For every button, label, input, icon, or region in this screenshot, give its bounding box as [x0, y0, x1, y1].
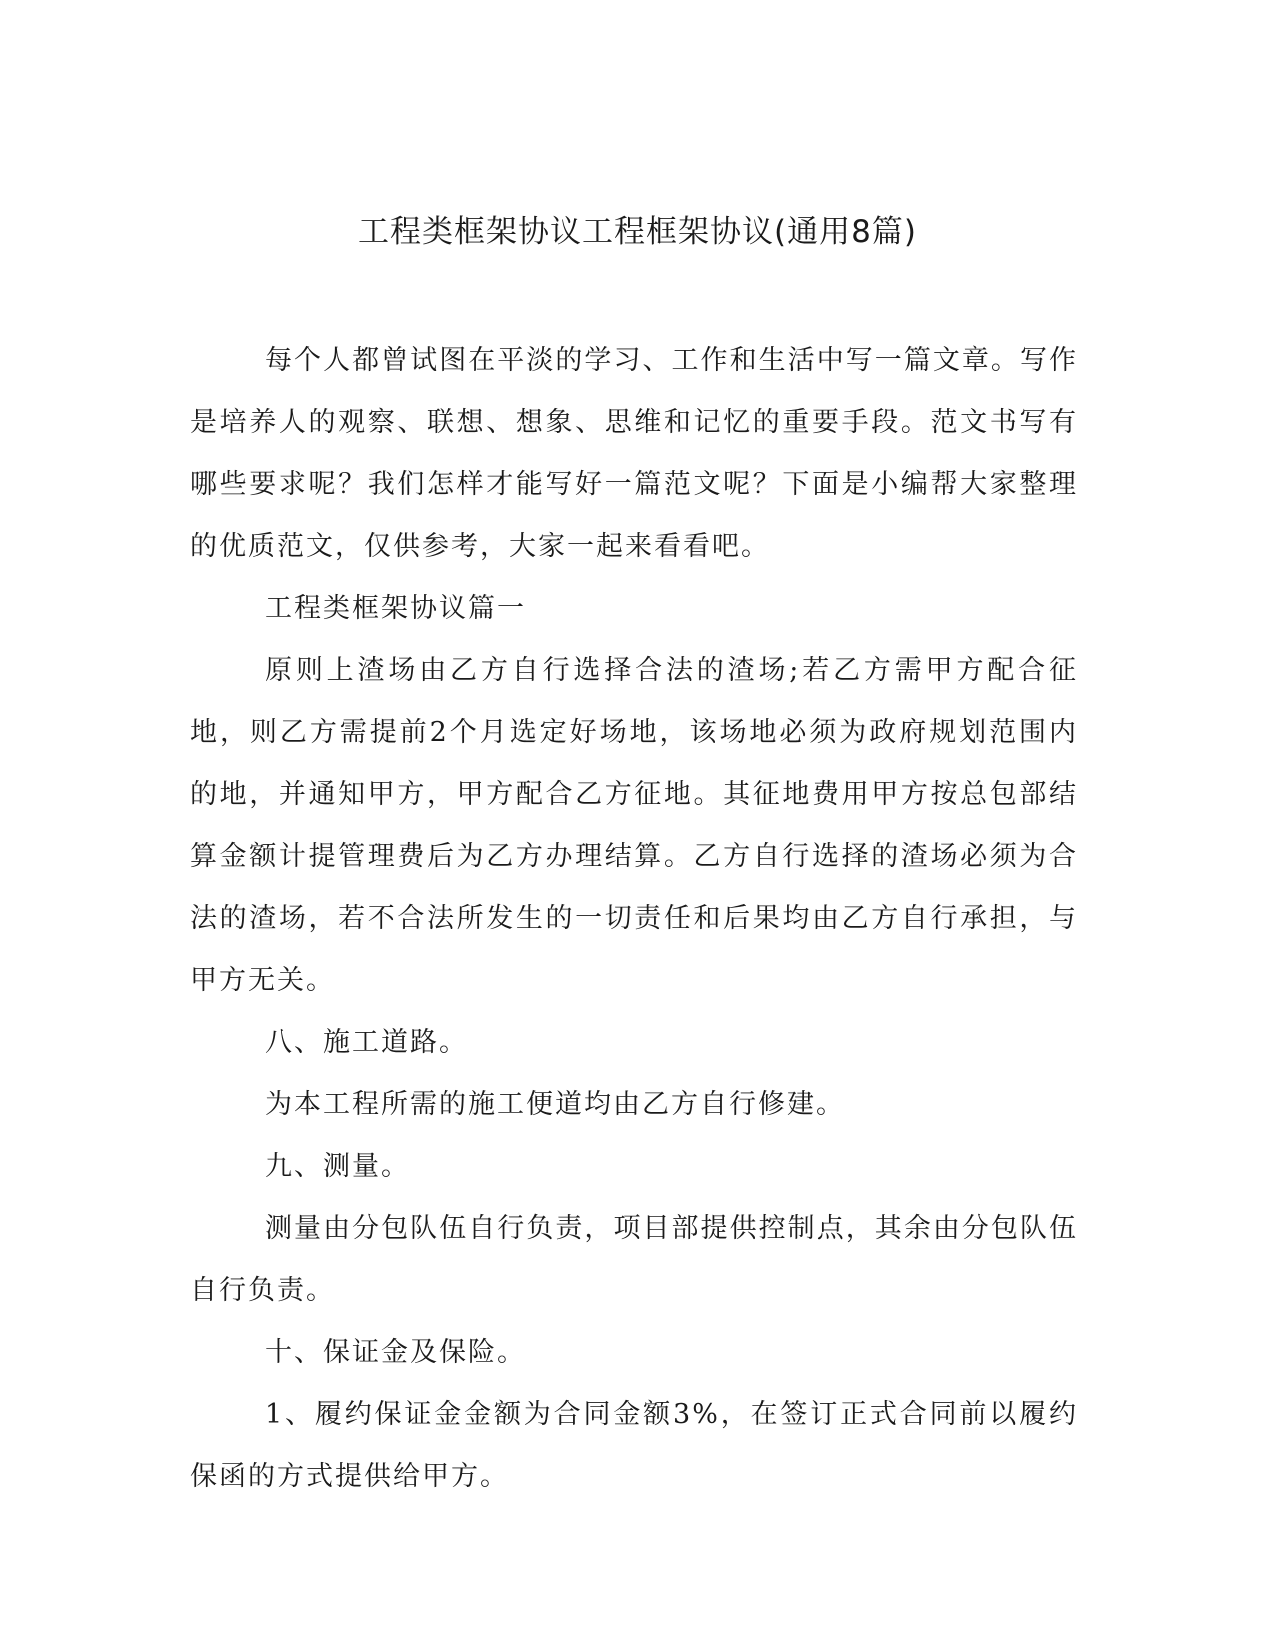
body-paragraph: 测量由分包队伍自行负责，项目部提供控制点，其余由分包队伍自行负责。	[190, 1213, 1078, 1306]
document-body	[190, 330, 1078, 1508]
body-paragraph: 原则上渣场由乙方自行选择合法的渣场;若乙方需甲方配合征地，则乙方需提前2个月选定好场地，该场地必须为政府规划范围内的地，并通知甲方，甲方配合乙方征地。其征地费用甲方按总包部结算金额计提管理费后为乙方办理结算。乙方自行选择的渣场必须为合法的渣场，若不合法所发生的一切责任和后果均由乙方自行承担，与甲方无关。	[190, 655, 1078, 996]
document-title: 工程类框架协议工程框架协议(通用8篇)	[358, 214, 917, 250]
clause-heading: 八、施工道路。	[265, 1027, 468, 1058]
body-paragraph: 1、履约保证金金额为合同金额3%，在签订正式合同前以履约保函的方式提供给甲方。	[190, 1399, 1078, 1492]
clause-heading: 十、保证金及保险。	[265, 1337, 526, 1368]
section-heading: 工程类框架协议篇一	[265, 593, 526, 624]
body-paragraph: 为本工程所需的施工便道均由乙方自行修建。	[265, 1089, 845, 1120]
clause-heading: 九、测量。	[265, 1151, 410, 1182]
intro-paragraph: 每个人都曾试图在平淡的学习、工作和生活中写一篇文章。写作是培养人的观察、联想、想象、思维和记忆的重要手段。范文书写有哪些要求呢？我们怎样才能写好一篇范文呢？下面是小编帮大家整理的优质范文，仅供参考，大家一起来看看吧。	[190, 345, 1078, 562]
